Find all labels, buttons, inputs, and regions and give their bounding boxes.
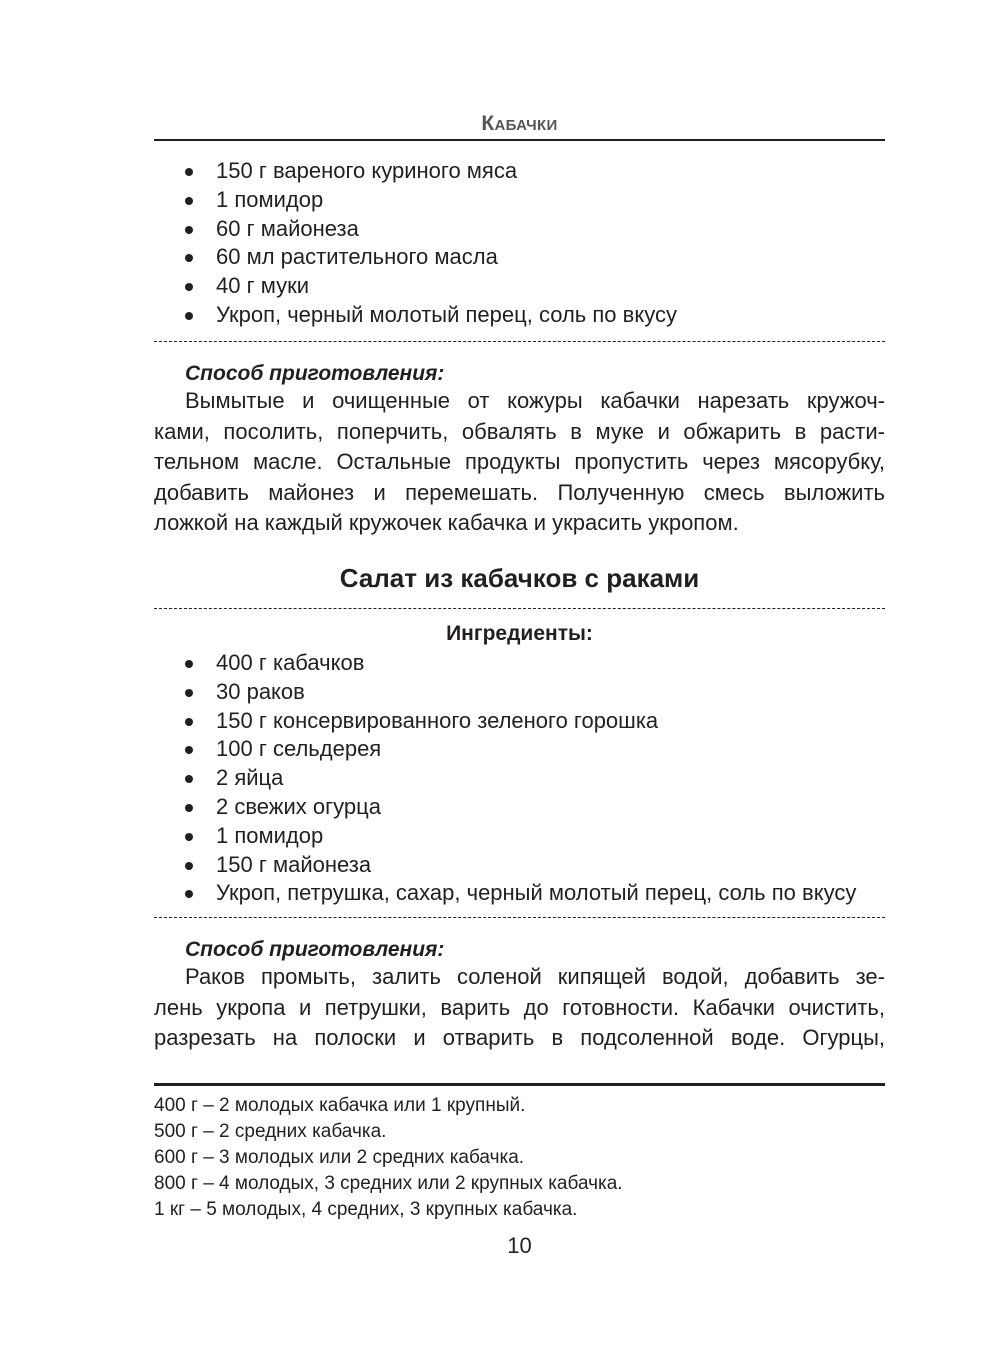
- footnote-line: 1 кг – 5 молодых, 4 средних, 3 крупных кабачка.: [154, 1199, 578, 1220]
- ingredient-item: 1 помидор: [154, 186, 885, 215]
- footnote-line: 500 г – 2 средних кабачка.: [154, 1121, 387, 1142]
- ingredient-item: 60 г майонеза: [154, 215, 885, 244]
- ingredient-item: 1 помидор: [154, 822, 885, 851]
- recipe-1-method-text: [154, 386, 885, 539]
- footnote-line: 400 г – 2 молодых кабачка или 1 крупный.: [154, 1095, 526, 1116]
- footnote-rule: [154, 1083, 885, 1086]
- recipe-title: Салат из кабачков с раками: [339, 563, 700, 593]
- recipe-2-method-text: [154, 962, 885, 1054]
- method-line: тельном масле. Остальные продукты пропустить через мясорубку,: [154, 449, 885, 474]
- footnote-line: 600 г – 3 молодых или 2 средних кабачка.: [154, 1147, 525, 1168]
- ingredient-item: 2 свежих огурца: [154, 793, 885, 822]
- footnote-line: 800 г – 4 молодых, 3 средних или 2 крупных кабачка.: [154, 1173, 623, 1194]
- method-line: Вымытые и очищенные от кожуры кабачки нарезать кружоч-: [185, 388, 885, 413]
- method-line: Раков промыть, залить соленой кипящей водой, добавить зе-: [185, 964, 885, 989]
- method-line: ками, посолить, поперчить, обвалять в муке и обжарить в расти-: [154, 418, 885, 444]
- running-head: Кабачки: [481, 112, 558, 135]
- recipe-1-ingredients-list: [154, 157, 885, 330]
- ingredient-item: Укроп, черный молотый перец, соль по вкусу: [154, 301, 885, 330]
- ingredient-item: 2 яйца: [154, 764, 885, 793]
- ingredient-item: 150 г майонеза: [154, 851, 885, 880]
- header-rule: [154, 139, 885, 141]
- dashed-divider: [154, 917, 885, 918]
- ingredient-item: 150 г вареного куриного мяса: [154, 157, 885, 186]
- ingredient-item: 60 мл растительного масла: [154, 243, 885, 272]
- method-label: Способ приготовления:: [185, 938, 445, 961]
- ingredient-item: 150 г консервированного зеленого горошка: [154, 707, 885, 736]
- ingredient-item: 40 г муки: [154, 272, 885, 301]
- page-number: 10: [507, 1233, 532, 1258]
- ingredient-item: Укроп, петрушка, сахар, черный молотый перец, соль по вкусу: [154, 879, 885, 908]
- ingredient-item: 30 раков: [154, 678, 885, 707]
- ingredient-item: 400 г кабачков: [154, 649, 885, 678]
- method-line: разрезать на полоски и отварить в подсоленной воде. Огурцы,: [154, 1025, 885, 1050]
- recipe-2-ingredients-list: [154, 649, 885, 908]
- dashed-divider: [154, 341, 885, 342]
- footnotes: [154, 1093, 885, 1223]
- ingredient-item: 100 г сельдерея: [154, 735, 885, 764]
- method-line: добавить майонез и перемешать. Полученную смесь выложить: [154, 479, 885, 505]
- ingredients-heading: Ингредиенты:: [446, 622, 593, 645]
- method-line: ложкой на каждый кружочек кабачка и украсить укропом.: [154, 510, 739, 535]
- method-line: лень укропа и петрушки, варить до готовности. Кабачки очистить,: [154, 994, 885, 1020]
- dashed-divider: [154, 608, 885, 609]
- method-label: Способ приготовления:: [185, 362, 445, 385]
